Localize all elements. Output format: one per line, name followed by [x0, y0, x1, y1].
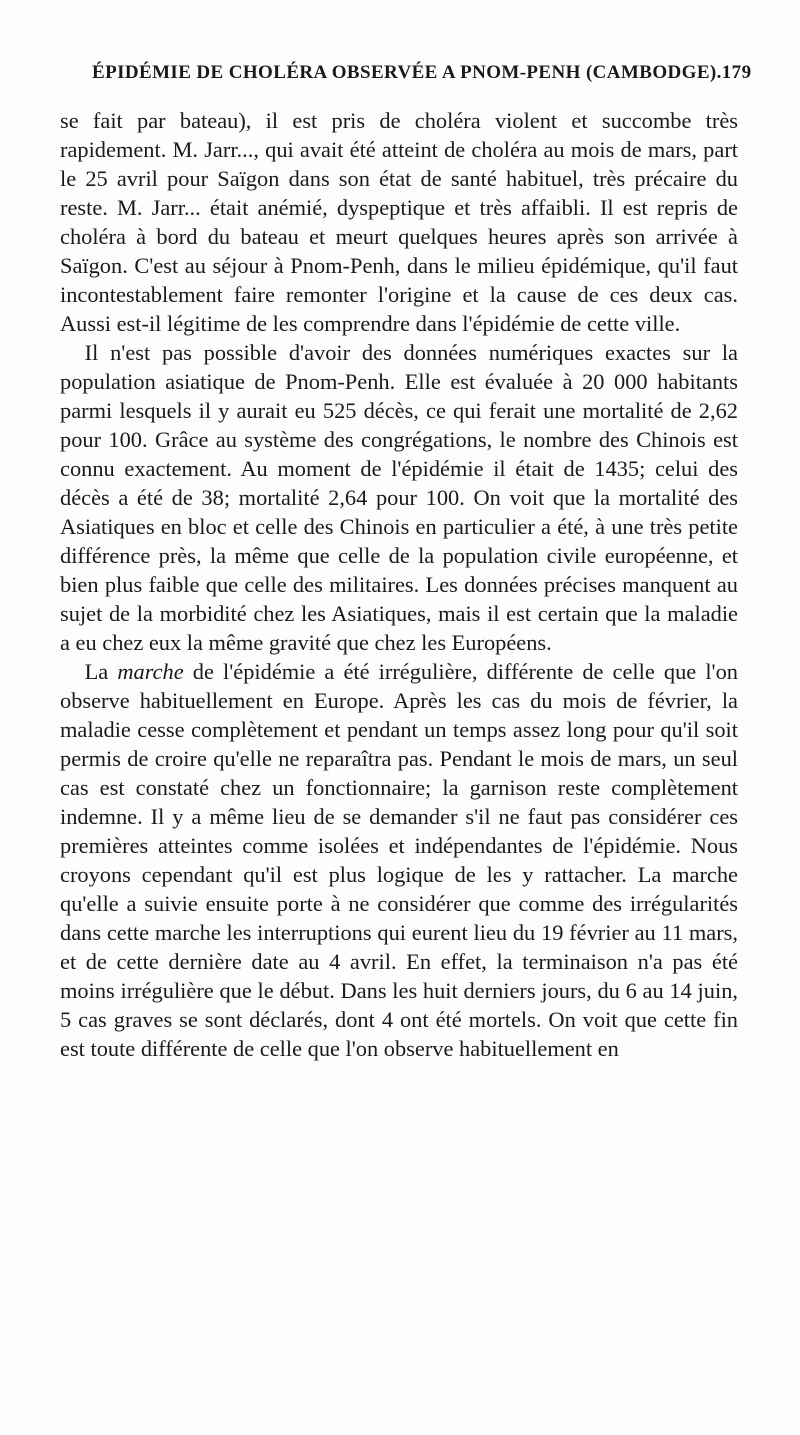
- body-text: [60, 106, 738, 1063]
- paragraph-marche: [60, 657, 738, 1063]
- page-number: 179: [721, 62, 752, 83]
- paragraph-lead: La: [84, 659, 118, 684]
- emphasized-word: marche: [117, 659, 184, 684]
- running-title: ÉPIDÉMIE DE CHOLÉRA OBSERVÉE A PNOM-PENH (CAMBODGE).: [92, 62, 722, 83]
- paragraph-rest: de l'épidémie a été irrégulière, différente de celle que l'on observe habituellement en Europe. Après les cas du mois de février, la maladie cesse complètement et pendant un temps assez long pour qu'il soit permis de croire qu'elle ne reparaîtra pas. Pendant le mois de mars, un seul cas est constaté chez un fonctionnaire; la garnison reste complètement indemne. Il y a même lieu de se demander s'il ne faut pas considérer ces premières atteintes comme isolées et indépendantes de l'épidémie. Nous croyons cependant qu'il est plus logique de les y rattacher. La marche qu'elle a suivie ensuite porte à ne considérer que comme des irrégularités dans cette marche les interruptions qui eurent lieu du 19 février au 11 mars, et de cette dernière date au 4 avril. En effet, la terminaison n'a pas été moins irrégulière que le début. Dans les huit derniers jours, du 6 au 14 juin, 5 cas graves se sont déclarés, dont 4 ont été mortels. On voit que cette fin est toute différente de celle que l'on observe habituellement en: [60, 659, 738, 1061]
- running-head: [92, 62, 752, 92]
- paragraph-population: Il n'est pas possible d'avoir des données numériques exactes sur la population asiatique de Pnom-Penh. Elle est évaluée à 20 000 habitants parmi lesquels il y aurait eu 525 décès, ce qui ferait une mortalité de 2,62 pour 100. Grâce au système des congrégations, le nombre des Chinois est connu exactement. Au moment de l'épidémie il était de 1435; celui des décès a été de 38; mortalité 2,64 pour 100. On voit que la mortalité des Asiatiques en bloc et celle des Chinois en particulier a été, à une très petite différence près, la même que celle de la population civile européenne, et bien plus faible que celle des militaires. Les données précises manquent au sujet de la morbidité chez les Asiatiques, mais il est certain que la maladie a eu chez eux la même gravité que chez les Européens.: [60, 340, 738, 655]
- paragraph-continuation: se fait par bateau), il est pris de choléra violent et succombe très rapidement. M. Jarr..., qui avait été atteint de choléra au mois de mars, part le 25 avril pour Saïgon dans son état de santé habituel, très précaire du reste. M. Jarr... était anémié, dyspeptique et très affaibli. Il est repris de choléra à bord du bateau et meurt quelques heures après son arrivée à Saïgon. C'est au séjour à Pnom-Penh, dans le milieu épidémique, qu'il faut incontestablement faire remonter l'origine et la cause de ces deux cas. Aussi est-il légitime de les comprendre dans l'épidémie de cette ville.: [60, 108, 738, 336]
